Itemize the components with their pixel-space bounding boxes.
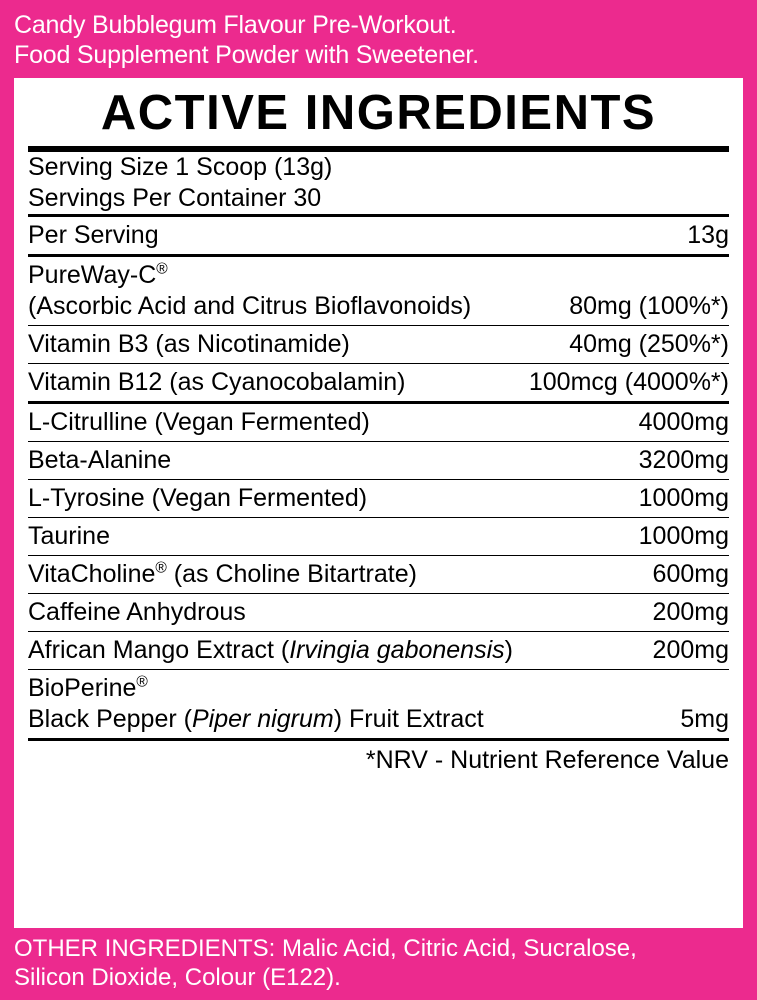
table-row [28,632,729,669]
per-serving-label: Per Serving [28,221,159,249]
per-serving-amount: 13g [687,221,729,249]
ingredient-amount: 600mg [652,560,729,588]
registered-trademark-icon: ® [155,559,167,577]
ingredient-subname: (Ascorbic Acid and Citrus Bioflavonoids) [28,292,472,320]
ingredient-name: Vitamin B3 (as Nicotinamide) [28,330,350,358]
ingredient-latin-name: Piper nigrum [191,705,334,733]
table-row [28,594,729,631]
ingredient-name-suffix: ) [504,636,513,664]
ingredient-name: L-Tyrosine (Vegan Fermented) [28,484,368,512]
ingredient-subname-pre: Black Pepper ( [28,705,192,733]
table-row [28,480,729,517]
product-header [14,10,743,70]
active-ingredients-panel [14,78,743,928]
product-header-line-2: Food Supplement Powder with Sweetener. [14,41,479,69]
table-row [28,364,729,401]
ingredient-subname-post: ) Fruit Extract [333,705,484,733]
table-row [28,442,729,479]
per-serving-row [28,217,729,254]
panel-title: ACTIVE INGREDIENTS [100,86,657,140]
ingredient-amount: 1000mg [638,484,729,512]
registered-trademark-icon: ® [136,673,148,691]
ingredient-name: Beta-Alanine [28,446,172,474]
ingredient-name-text: VitaCholine [28,560,156,588]
ingredient-amount: 100mcg (4000%*) [528,368,729,396]
ingredient-name [28,635,653,666]
ingredient-name: Caffeine Anhydrous [28,598,246,626]
ingredient-name-line-2 [28,291,729,322]
ingredient-name-line-1 [28,673,729,704]
ingredient-amount: 40mg (250%*) [569,330,729,358]
serving-info [28,152,729,214]
ingredient-name: Vitamin B12 (as Cyanocobalamin) [28,368,406,396]
ingredient-name: L-Citrulline (Vegan Fermented) [28,408,370,436]
servings-per-container: Servings Per Container 30 [28,184,322,212]
table-row [28,556,729,593]
ingredient-subname [28,704,680,735]
ingredient-amount: 3200mg [638,446,729,474]
table-row [28,670,729,738]
ingredient-name-text: African Mango Extract ( [28,636,290,664]
ingredient-latin-name: Irvingia gabonensis [289,636,505,664]
ingredient-name: Taurine [28,522,110,550]
table-row [28,518,729,555]
table-row [28,404,729,441]
ingredient-amount: 5mg [680,705,729,733]
nrv-note: *NRV - Nutrient Reference Value [365,746,729,774]
ingredient-name-line-2 [28,704,729,735]
registered-trademark-icon: ® [156,260,168,278]
ingredient-amount: 4000mg [638,408,729,436]
serving-size: Serving Size 1 Scoop (13g) [28,153,333,181]
table-row [28,326,729,363]
other-ingredients [14,928,743,992]
product-header-line-1: Candy Bubblegum Flavour Pre-Workout. [14,11,457,39]
ingredient-name-suffix: (as Choline Bitartrate) [166,560,417,588]
other-ingredients-line-1: OTHER INGREDIENTS: Malic Acid, Citric Acid, Sucralose, [14,935,637,962]
ingredient-amount: 200mg [652,636,729,664]
ingredient-name-text: BioPerine [28,674,137,702]
ingredient-amount: 200mg [652,598,729,626]
ingredient-name [28,559,653,590]
table-row [28,257,729,325]
other-ingredients-line-2: Silicon Dioxide, Colour (E122). [14,964,341,991]
ingredient-name-line-1 [28,260,729,291]
ingredient-name-text: PureWay-C [28,261,157,289]
ingredient-amount: 80mg (100%*) [569,292,729,320]
ingredient-amount: 1000mg [638,522,729,550]
